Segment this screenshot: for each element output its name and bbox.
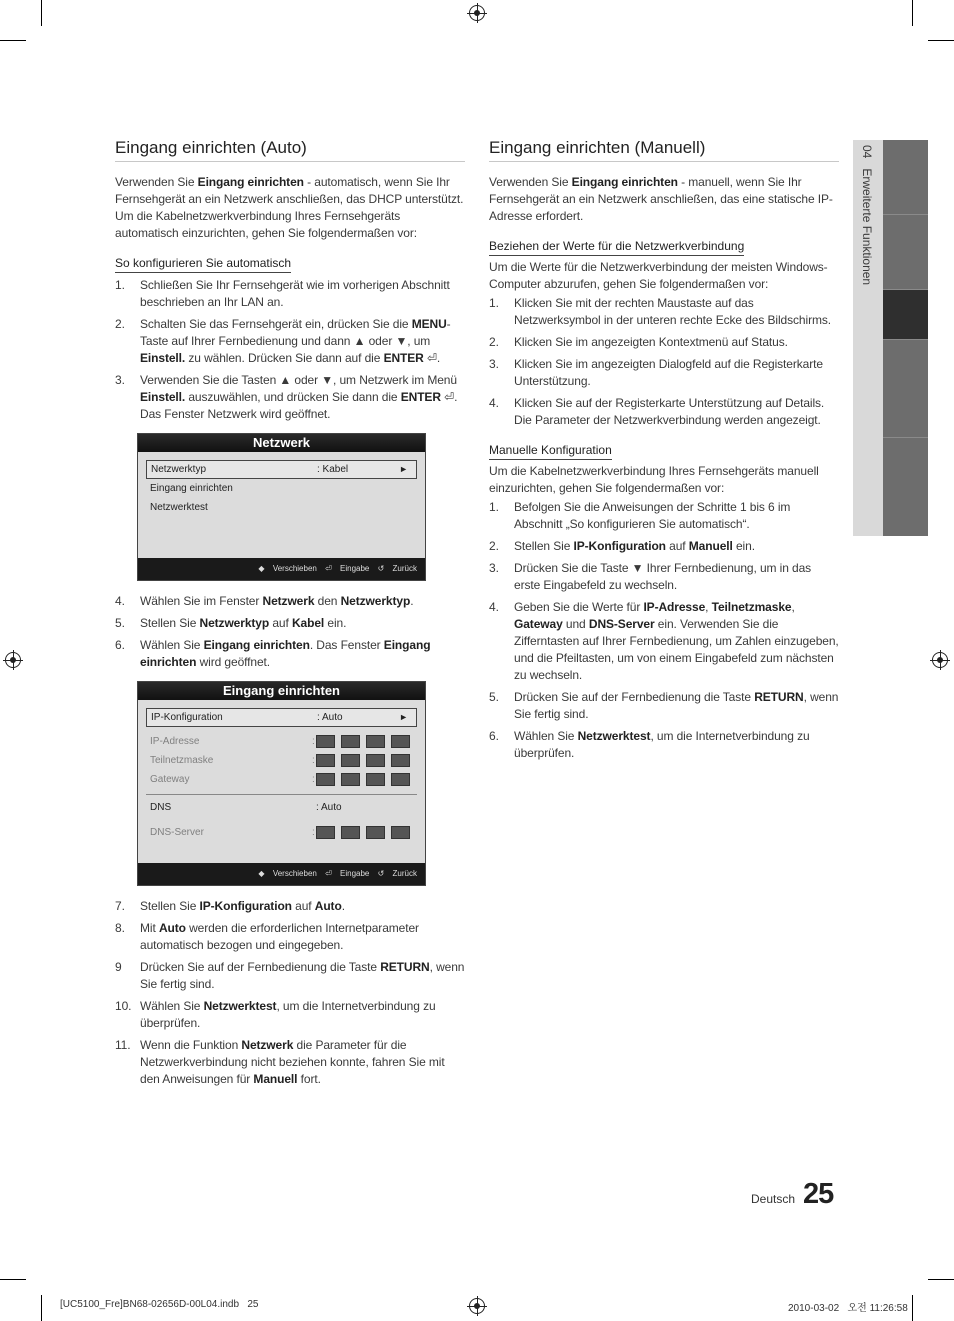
bold-term: RETURN [380,960,430,974]
registration-mark-icon [469,5,485,21]
registration-mark-icon [469,1298,485,1314]
step-number: 5. [489,690,499,704]
step-list [489,295,839,429]
text-run: Um die Kabelnetzwerkverbindung Ihres Fernsehgeräts manuell einzurichten, gehen Sie folgendermaßen vor: [489,464,819,495]
chapter-number: 04 [860,145,874,159]
osd-row-network-test[interactable]: Netzwerktest [150,502,208,513]
step-number: 3. [489,357,499,371]
text-run: , wenn Sie fertig sind. [140,960,465,991]
list-item [115,277,465,311]
text-run: zu wählen. Drücken Sie dann auf die [185,351,384,365]
bold-term: ENTER [383,351,424,365]
text-run: Klicken Sie im angezeigten Kontextmenü auf Status. [514,335,788,349]
step-number: 4. [115,594,125,608]
arrow-right-icon: ► [399,464,408,474]
text-run: Drücken Sie die Taste ▼ Ihrer Fernbedienung, um in das erste Eingabefeld zu wechseln. [514,561,812,592]
text-run: ⏎. [423,351,441,365]
list-item [115,1037,465,1088]
osd-row-network-type[interactable]: Netzwerktyp : Kabel ► [146,460,417,479]
move-icon: ◆ [258,564,265,573]
ip-fields [316,754,416,767]
tab-divider [883,289,928,290]
chapter-label [860,145,876,345]
step-number: 1. [115,278,125,292]
text-run: Stellen Sie [140,899,200,913]
list-item [489,295,839,329]
list-item [489,599,839,684]
text-run: Drücken Sie auf der Fernbedienung die Taste [514,690,755,704]
osd-footer: ◆ Verschieben ⏎ Eingabe ↺ Zurück [138,863,425,885]
osd-row-gateway[interactable]: Gateway : [146,770,417,789]
step-number: 6. [115,638,125,652]
text-run: Klicken Sie im angezeigten Dialogfeld auf die Registerkarte Unterstützung. [514,357,823,388]
osd-title: Eingang einrichten [138,682,425,700]
step-list [115,277,465,423]
crop-mark [0,40,26,41]
crop-mark [0,1279,26,1280]
left-column [115,138,465,1093]
crop-mark [912,1295,913,1321]
step-number: 2. [489,335,499,349]
tab-divider [883,214,928,215]
page-number: 25 [803,1178,834,1210]
text-run: auf [665,539,689,553]
step-number: 1. [489,500,499,514]
subsection-intro [489,463,839,497]
text-run: . Das Fenster [309,638,384,652]
text-run: Verwenden Sie [489,175,572,189]
bold-term: Netzwerk [262,594,315,608]
list-item [115,898,465,915]
enter-icon: ⏎ [325,869,332,878]
osd-footer: ◆ Verschieben ⏎ Eingabe ↺ Zurück [138,558,425,580]
registration-mark-icon [932,652,948,668]
text-run: werden die erforderlichen Internetparameter automatisch bezogen und eingegeben. [140,921,419,952]
return-icon: ↺ [377,564,385,573]
text-run: , [791,600,795,614]
bold-term: Netzwerktest [577,729,651,743]
text-run: ⏎. Das Fenster Netzwerk wird geöffnet. [140,390,458,421]
list-item [115,316,465,367]
section-title: Eingang einrichten (Auto) [115,138,465,162]
step-list [115,898,465,1088]
arrow-right-icon: ► [399,712,408,722]
osd-row-ip-address[interactable]: IP-Adresse : [146,732,417,751]
text-run: Schalten Sie das Fernsehgerät ein, drücken Sie die [140,317,412,331]
bold-term: Eingang einrichten [140,638,431,669]
list-item [115,920,465,954]
bold-term: Auto [314,899,342,913]
text-run: fort. [297,1072,321,1086]
step-list [489,499,839,762]
subheading: Manuelle Konfiguration [489,442,612,460]
step-number: 2. [115,317,125,331]
text-run: , um die Internetverbindung zu überprüfen. [140,999,436,1030]
text-run: Stellen Sie [514,539,574,553]
step-number: 3. [115,373,125,387]
crop-mark [41,0,42,26]
step-number: 11. [115,1038,131,1052]
list-item [489,356,839,390]
chapter-title: Erweiterte Funktionen [860,168,874,286]
text-run: die Parameter für die Netzwerkverbindung nicht beziehen konnte, fahren Sie mit den Anweisungen für [140,1038,445,1086]
list-item [115,372,465,423]
ip-fields [316,826,416,839]
bold-term: MENU [411,317,447,331]
tab-divider [883,437,928,438]
text-run: , [705,600,712,614]
step-number: 3. [489,561,499,575]
bold-term: Manuell [688,539,733,553]
return-icon: ↺ [377,869,385,878]
text-run: Wählen Sie [140,638,204,652]
bold-term: IP-Konfiguration [573,539,666,553]
section-intro [115,174,465,242]
step-number: 2. [489,539,499,553]
osd-row-dns[interactable]: DNS : Auto [150,802,342,813]
step-number: 7. [115,899,125,913]
tab-divider [883,339,928,340]
bold-term: Netzwerk [241,1038,294,1052]
osd-row-dns-server[interactable]: DNS-Server : [146,823,417,842]
chapter-tab-marker [883,289,928,339]
page-footer [751,1178,833,1211]
move-icon: ◆ [258,869,265,878]
bold-term: Eingang einrichten [203,638,310,652]
subsection-intro [489,259,839,293]
osd-row-setup[interactable]: Eingang einrichten [150,483,233,494]
bold-term: IP-Konfiguration [199,899,292,913]
text-run: Stellen Sie [140,616,200,630]
ip-fields [316,773,416,786]
text-run: , um die Internetverbindung zu überprüfen. [514,729,810,760]
text-run: auf [269,616,292,630]
list-item [115,959,465,993]
print-file-info: [UC5100_Fre]BN68-02656D-00L04.indb 25 [60,1299,259,1310]
text-run: , wenn Sie fertig sind. [514,690,839,721]
section-intro [489,174,839,225]
list-item [489,538,839,555]
bold-term: Netzwerktyp [199,616,270,630]
text-run: . [410,594,414,608]
bold-term: IP-Adresse [643,600,706,614]
list-item [489,334,839,351]
bold-term: Manuell [253,1072,298,1086]
text-run: ein. Verwenden Sie die Zifferntasten auf Ihrer Fernbedienung, um Zahlen einzugeben, und die Pfeiltasten, um von einem Eingabefeld zum nächsten zu wechseln. [514,617,839,682]
bold-term: ENTER [400,390,441,404]
bold-term: Einstell. [140,390,186,404]
bold-term: Eingang einrichten [571,175,678,189]
subheading: So konfigurieren Sie automatisch [115,255,291,273]
list-item [489,499,839,533]
bold-term: RETURN [754,690,804,704]
text-run: Geben Sie die Werte für [514,600,644,614]
section-title: Eingang einrichten (Manuell) [489,138,839,162]
step-number: 5. [115,616,125,630]
text-run: Klicken Sie auf der Registerkarte Unterstützung auf Details. Die Parameter der Netzwerkverbindung werden angezeigt. [514,396,825,427]
text-run: Klicken Sie mit der rechten Maustaste auf das Netzwerksymbol in der unteren rechte Ecke des Bildschirms. [514,296,831,327]
bold-term: Kabel [291,616,325,630]
step-number: 10. [115,999,132,1013]
text-run: Wählen Sie [140,999,204,1013]
enter-icon: ⏎ [325,564,332,573]
text-run: Um die Werte für die Netzwerkverbindung der meisten Windows-Computer abzurufen, gehen Sie folgendermaßen vor: [489,260,828,291]
text-run: und [562,617,589,631]
list-item [115,615,465,632]
text-run: wird geöffnet. [196,655,271,669]
text-run: - manuell, wenn Sie Ihr Fernsehgerät an ein Netzwerk anschließen, das eine statische IP-Adresse erfordert. [489,175,833,223]
list-item [489,728,839,762]
text-run: Drücken Sie auf der Fernbedienung die Taste [140,960,381,974]
list-item [115,637,465,671]
bold-term: Auto [158,921,186,935]
text-run: Wählen Sie [514,729,578,743]
text-run: Verwenden Sie die Tasten ▲ oder ▼, um Netzwerk im Menü [140,373,457,387]
ip-fields [316,735,416,748]
text-run: ein. [324,616,347,630]
list-item [489,395,839,429]
text-run: Schließen Sie Ihr Fernsehgerät wie im vorherigen Abschnitt beschrieben an Ihr LAN an. [140,278,450,309]
step-number: 6. [489,729,499,743]
bold-term: Teilnetzmaske [711,600,792,614]
list-item [489,560,839,594]
subheading: Beziehen der Werte für die Netzwerkverbindung [489,238,744,256]
text-run: Verwenden Sie [115,175,198,189]
step-number: 4. [489,600,499,614]
text-run: -Taste auf Ihrer Fernbedienung und dann ▲ oder ▼, um [140,317,451,348]
bold-term: Einstell. [140,351,186,365]
list-item [115,998,465,1032]
text-run: Wählen Sie im Fenster [140,594,263,608]
crop-mark [41,1295,42,1321]
registration-mark-icon [5,652,21,668]
text-run: ein. [732,539,755,553]
osd-row-ip-config[interactable]: IP-Konfiguration : Auto ► [146,708,417,727]
bold-term: Eingang einrichten [197,175,304,189]
osd-setup-menu [137,681,426,886]
step-number: 8. [115,921,125,935]
list-item [489,689,839,723]
step-number: 4. [489,396,499,410]
crop-mark [928,40,954,41]
text-run: den [314,594,341,608]
step-list [115,593,465,671]
osd-network-menu [137,433,426,581]
text-run: . [341,899,345,913]
divider [146,794,417,795]
right-column [489,138,839,767]
text-run: Wenn die Funktion [140,1038,242,1052]
osd-row-subnet[interactable]: Teilnetzmaske : [146,751,417,770]
crop-mark [912,0,913,26]
text-run: auf [291,899,315,913]
step-number: 1. [489,296,499,310]
osd-title: Netzwerk [138,434,425,452]
crop-mark [928,1279,954,1280]
bold-term: Netzwerktest [203,999,277,1013]
bold-term: Gateway [514,617,563,631]
text-run: - automatisch, wenn Sie Ihr Fernsehgerät an ein Netzwerk anschließen, das DHCP unterstützt. Um die Kabelnetzwerkverbindung Ihres Fernsehgeräts automatisch einzurichten, gehen Sie folgendermaßen vor: [115,175,464,240]
text-run: auszuwählen, und drücken Sie dann die [185,390,401,404]
language-label: Deutsch [751,1192,796,1206]
text-run: Mit [140,921,159,935]
print-date-info: 2010-03-02 오전 11:26:58 [788,1303,908,1314]
text-run: Befolgen Sie die Anweisungen der Schritte 1 bis 6 im Abschnitt „So konfigurieren Sie automatisch“. [514,500,791,531]
bold-term: DNS-Server [588,617,655,631]
step-number: 9 [115,960,122,974]
bold-term: Netzwerktyp [340,594,411,608]
list-item [115,593,465,610]
